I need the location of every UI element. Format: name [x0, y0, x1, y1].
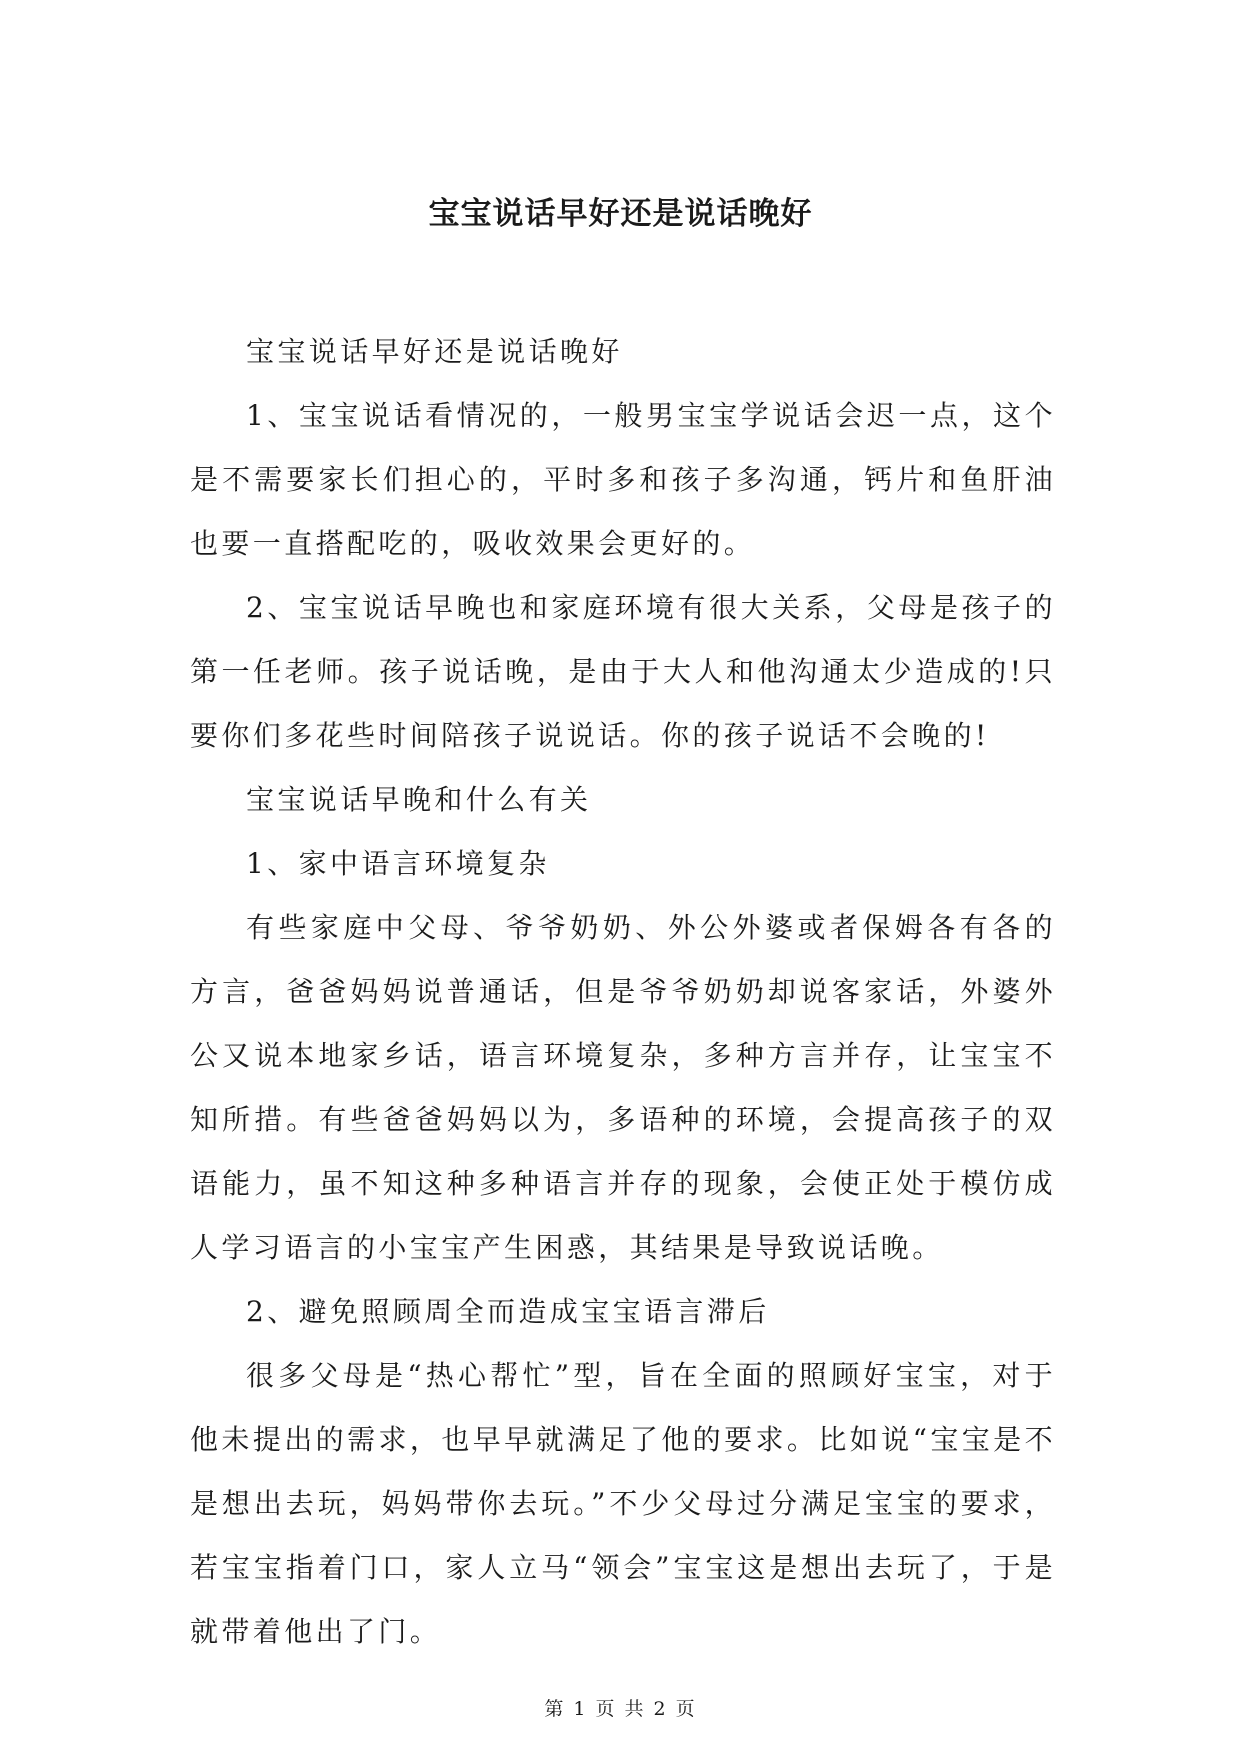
section-heading: 宝宝说话早晚和什么有关: [246, 783, 592, 816]
subheading-2: 2、避免照顾周全而造成宝宝语言滞后: [246, 1295, 770, 1328]
paragraph-point-2: 2、宝宝说话早晚也和家庭环境有很大关系，父母是孩子的第一任老师。孩子说话晚，是由于大人和他沟通太少造成的!只要你们多花些时间陪孩子说说话。你的孩子说话不会晚的!: [190, 591, 1056, 752]
page-number-footer: 第 1 页 共 2 页: [544, 1698, 697, 1720]
document-body: [190, 320, 1056, 1664]
document-title: 宝宝说话早好还是说话晚好: [428, 196, 813, 232]
paragraph-point-1: 1、宝宝说话看情况的，一般男宝宝学说话会迟一点，这个是不需要家长们担心的，平时多和孩子多沟通，钙片和鱼肝油也要一直搭配吃的，吸收效果会更好的。: [190, 399, 1056, 560]
paragraph-overcare: 很多父母是“热心帮忙”型，旨在全面的照顾好宝宝，对于他未提出的需求，也早早就满足了他的要求。比如说“宝宝是不是想出去玩，妈妈带你去玩。”不少父母过分满足宝宝的要求，若宝宝指着门口，家人立马“领会”宝宝这是想出去玩了，于是就带着他出了门。: [190, 1359, 1056, 1648]
paragraph-language-environment: 有些家庭中父母、爷爷奶奶、外公外婆或者保姆各有各的方言，爸爸妈妈说普通话，但是爷爷奶奶却说客家话，外婆外公又说本地家乡话，语言环境复杂，多种方言并存，让宝宝不知所措。有些爸爸妈妈以为，多语种的环境，会提高孩子的双语能力，虽不知这种多种语言并存的现象，会使正处于模仿成人学习语言的小宝宝产生困惑，其结果是导致说话晚。: [190, 911, 1056, 1264]
subheading-1: 1、家中语言环境复杂: [246, 847, 550, 880]
paragraph-subtitle: 宝宝说话早好还是说话晚好: [246, 335, 623, 368]
